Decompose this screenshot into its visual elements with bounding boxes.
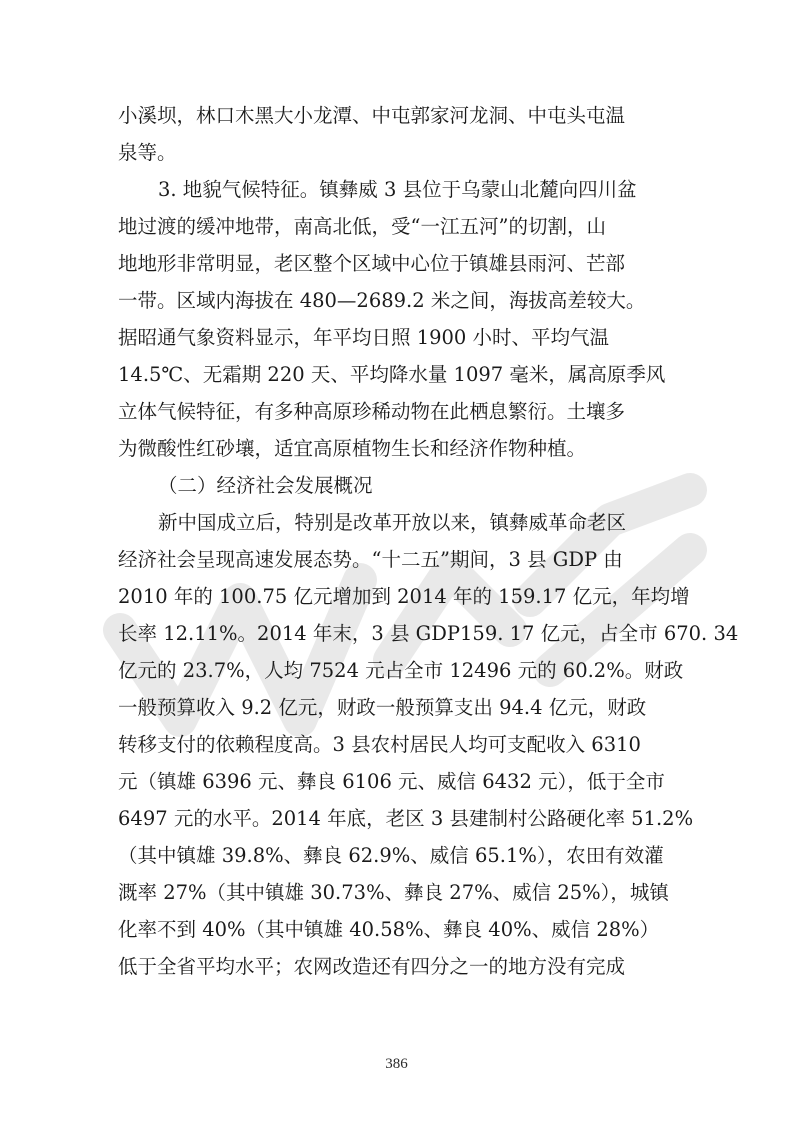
text-line: 泉等。 xyxy=(118,141,177,164)
text-line: 经济社会呈现高速发展态势。“十二五”期间，3 县 GDP 由 xyxy=(118,548,623,571)
text-line: 据昭通气象资料显示，年平均日照 1900 小时、平均气温 xyxy=(118,326,610,349)
text-line: 新中国成立后，特别是改革开放以来，镇彝威革命老区 xyxy=(158,511,627,534)
text-line: 3. 地貌气候特征。镇彝威 3 县位于乌蒙山北麓向四川盆 xyxy=(158,178,637,201)
section-heading: （二）经济社会发展概况 xyxy=(158,474,373,497)
text-line: 2010 年的 100.75 亿元增加到 2014 年的 159.17 亿元，年均增 xyxy=(118,585,690,608)
text-line: 立体气候特征，有多种高原珍稀动物在此栖息繁衍。土壤多 xyxy=(118,400,626,423)
text-line: 低于全省平均水平；农网改造还有四分之一的地方没有完成 xyxy=(118,955,626,978)
text-line: 地过渡的缓冲地带，南高北低，受“一江五河”的切割，山 xyxy=(118,215,606,238)
text-line: 14.5℃、无霜期 220 天、平均降水量 1097 毫米，属高原季风 xyxy=(118,363,666,386)
text-line: 一带。区域内海拔在 480—2689.2 米之间，海拔高差较大。 xyxy=(118,289,646,312)
text-line: 6497 元的水平。2014 年底，老区 3 县建制村公路硬化率 51.2% xyxy=(118,807,694,830)
text-line: 溉率 27%（其中镇雄 30.73%、彝良 27%、威信 25%），城镇 xyxy=(118,881,669,904)
text-line: （其中镇雄 39.8%、彝良 62.9%、威信 65.1%），农田有效灌 xyxy=(118,844,664,867)
text-line: 长率 12.11%。2014 年末，3 县 GDP159. 17 亿元，占全市 670. 34 xyxy=(118,622,739,645)
text-line: 亿元的 23.7%，人均 7524 元占全市 12496 元的 60.2%。财政 xyxy=(118,659,684,682)
text-line: 一般预算收入 9.2 亿元，财政一般预算支出 94.4 亿元，财政 xyxy=(118,696,647,719)
text-line: 小溪坝，林口木黑大小龙潭、中屯郭家河龙洞、中屯头屯温 xyxy=(118,104,626,127)
text-line: 地地形非常明显，老区整个区域中心位于镇雄县雨河、芒部 xyxy=(118,252,626,275)
text-line: 元（镇雄 6396 元、彝良 6106 元、威信 6432 元），低于全市 xyxy=(118,770,665,793)
text-line: 化率不到 40%（其中镇雄 40.58%、彝良 40%、威信 28%） xyxy=(118,918,660,941)
page-number: 386 xyxy=(385,1056,408,1072)
text-line: 为微酸性红砂壤，适宜高原植物生长和经济作物种植。 xyxy=(118,437,587,460)
text-line: 转移支付的依赖程度高。3 县农村居民人均可支配收入 6310 xyxy=(118,733,641,756)
